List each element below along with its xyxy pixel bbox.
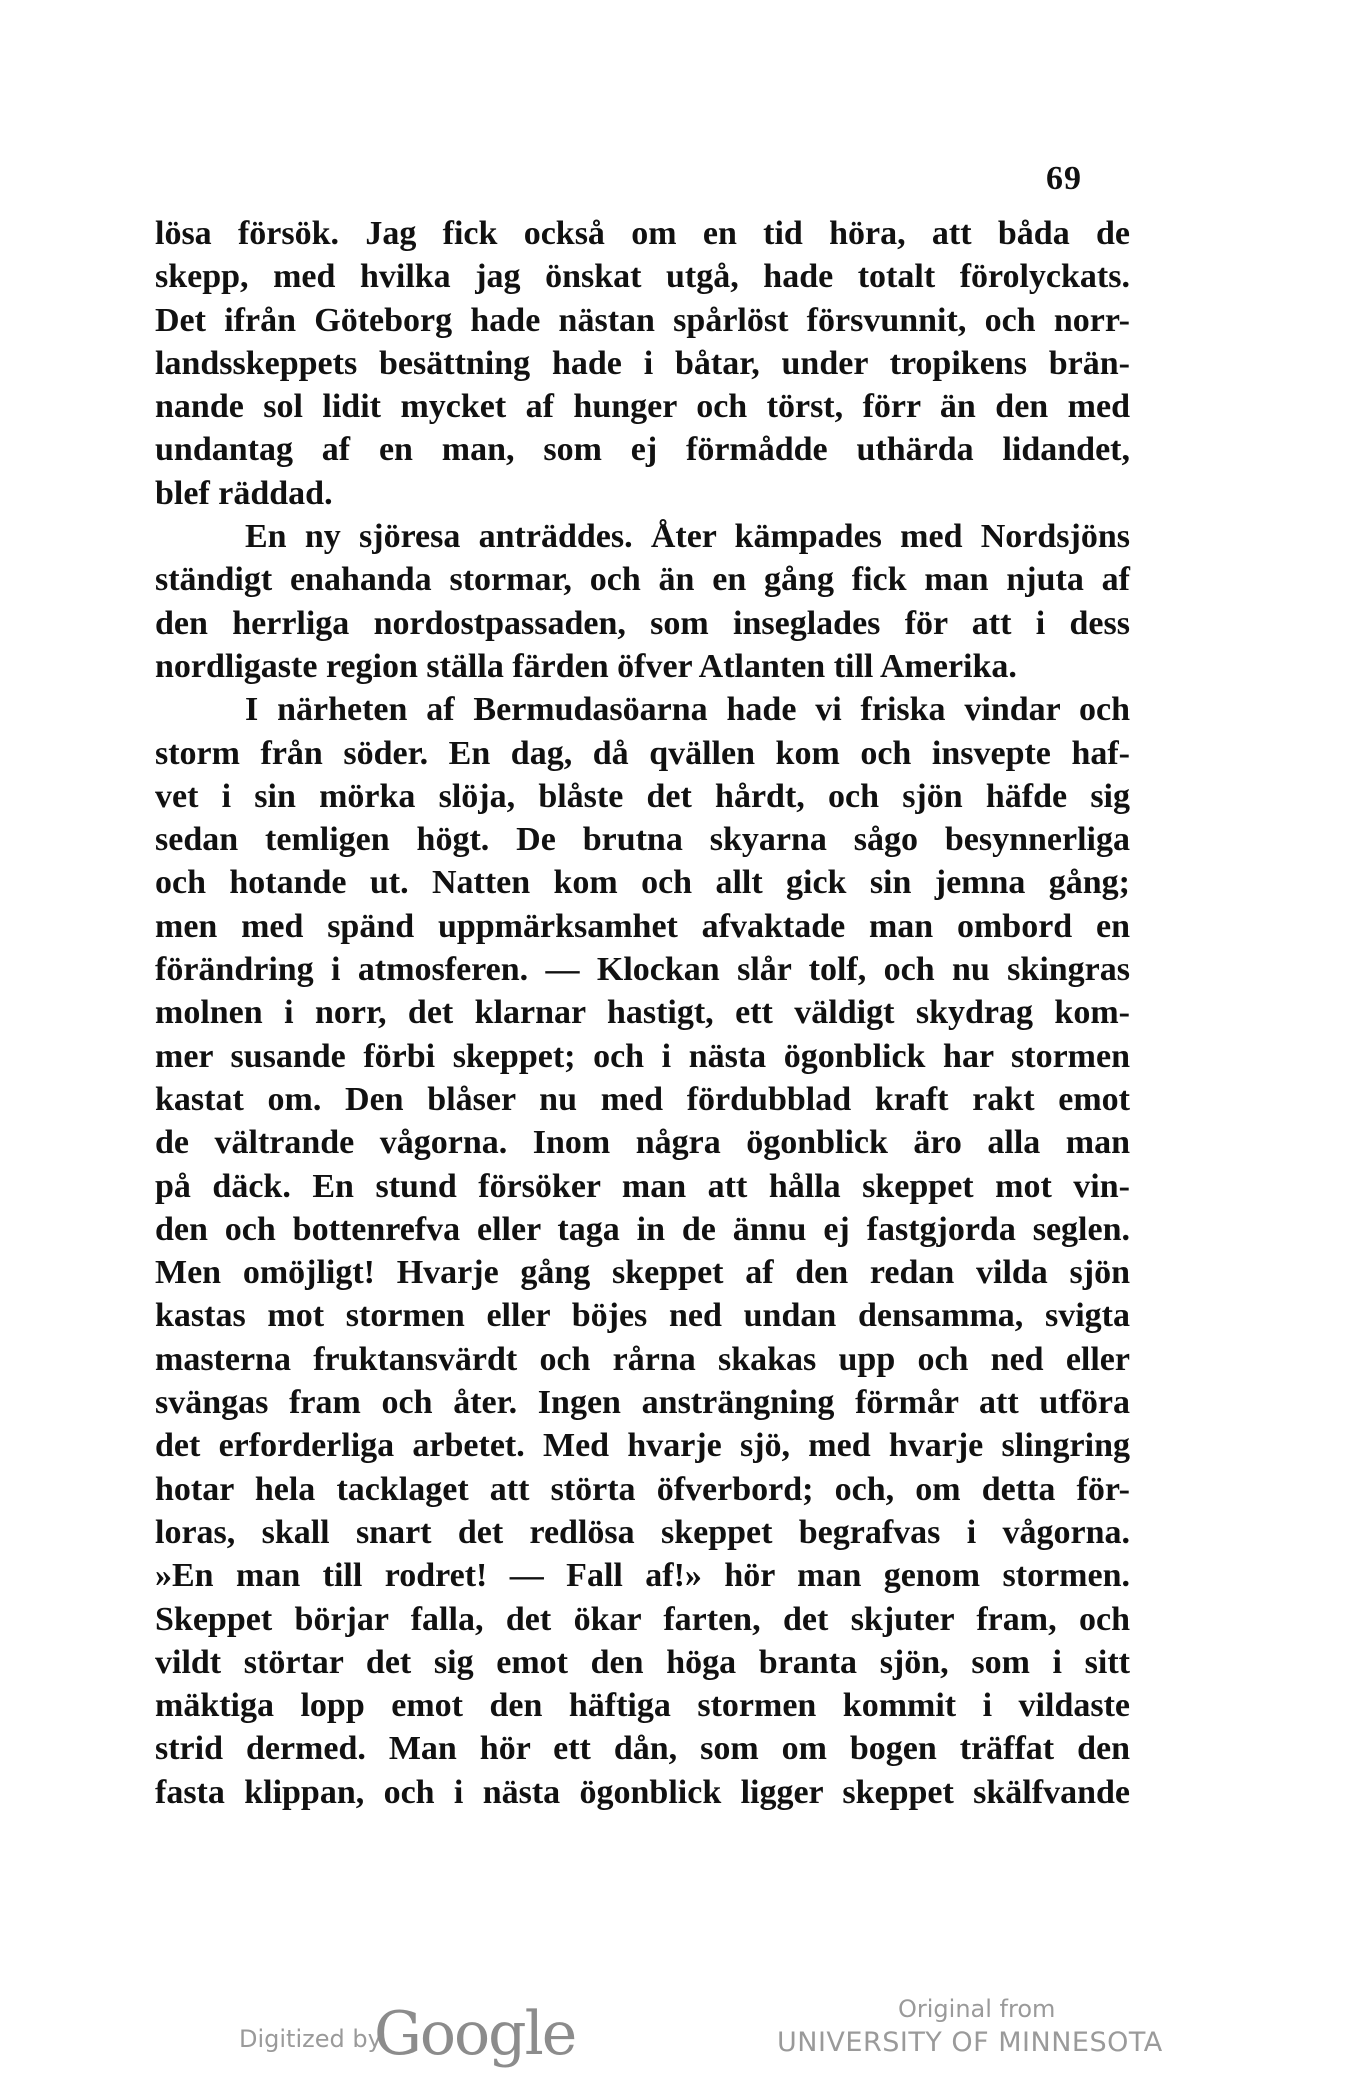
text-line: loras, skall snart det redlösa skeppet begrafvas i vågorna. <box>155 1513 1130 1551</box>
text-line: Men omöjligt! Hvarje gång skeppet af den redan vilda sjön <box>155 1254 1130 1292</box>
text-line: vet i sin mörka slöja, blåste det hårdt, och sjön häfde sig <box>155 777 1130 815</box>
text-line: undantag af en man, som ej förmådde uthärda lidandet, <box>155 431 1130 469</box>
text-line: blef räddad. <box>155 474 333 512</box>
text-line: »En man till rodret! — Fall af!» hör man genom stormen. <box>155 1557 1130 1595</box>
page-number: 69 <box>1046 160 1082 197</box>
text-line: kastas mot stormen eller böjes ned undan densamma, svigta <box>155 1297 1130 1335</box>
text-line: fasta klippan, och i nästa ögonblick ligger skeppet skälfvande <box>155 1773 1130 1811</box>
text-line: En ny sjöresa anträddes. Åter kämpades med Nordsjöns <box>245 518 1130 556</box>
text-line: storm från söder. En dag, då qvällen kom och insvepte haf- <box>155 734 1130 772</box>
text-line: vildt störtar det sig emot den höga branta sjön, som i sitt <box>155 1643 1130 1681</box>
text-line: men med spänd uppmärksamhet afvaktade man ombord en <box>155 907 1130 945</box>
text-line: mäktiga lopp emot den häftiga stormen kommit i vildaste <box>155 1687 1130 1725</box>
text-line: strid dermed. Man hör ett dån, som om bogen träffat den <box>155 1730 1130 1768</box>
text-line: förändring i atmosferen. — Klockan slår tolf, och nu skingras <box>155 951 1130 989</box>
text-line: de vältrande vågorna. Inom några ögonblick äro alla man <box>155 1124 1130 1162</box>
text-line: på däck. En stund försöker man att hålla skeppet mot vin- <box>155 1167 1130 1205</box>
body-text <box>155 212 1130 1814</box>
text-line: lösa försök. Jag fick också om en tid höra, att båda de <box>155 215 1130 252</box>
institution-name: UNIVERSITY OF MINNESOTA <box>777 2027 1163 2058</box>
text-line: nande sol lidit mycket af hunger och törst, förr än den med <box>155 388 1130 426</box>
text-line: landsskeppets besättning hade i båtar, under tropikens brän- <box>155 344 1130 382</box>
text-line: masterna fruktansvärdt och rårna skakas upp och ned eller <box>155 1340 1130 1378</box>
text-line: den herrliga nordostpassaden, som inseglades för att i dess <box>155 604 1130 642</box>
digitized-by-label: Digitized by <box>239 2025 382 2053</box>
text-line: och hotande ut. Natten kom och allt gick sin jemna gång; <box>155 864 1130 902</box>
text-line: molnen i norr, det klarnar hastigt, ett väldigt skydrag kom- <box>155 994 1130 1032</box>
text-line: svängas fram och åter. Ingen ansträngning förmår att utföra <box>155 1384 1130 1422</box>
text-line: nordligaste region ställa färden öfver Atlanten till Amerika. <box>155 647 1017 685</box>
text-line: Det ifrån Göteborg hade nästan spårlöst försvunnit, och norr- <box>155 301 1130 339</box>
text-line: mer susande förbi skeppet; och i nästa ögonblick har stormen <box>155 1037 1130 1075</box>
text-line: kastat om. Den blåser nu med fördubblad kraft rakt emot <box>155 1080 1130 1118</box>
text-line: I närheten af Bermudasöarna hade vi friska vindar och <box>245 691 1130 729</box>
scan-footer <box>0 1985 1360 2085</box>
text-line: den och bottenrefva eller taga in de ännu ej fastgjorda seglen. <box>155 1210 1130 1248</box>
text-line: hotar hela tacklaget att störta öfverbord; och, om detta för- <box>155 1470 1130 1508</box>
original-from-label: Original from <box>898 1995 1056 2023</box>
google-logo: Google <box>374 1999 576 2069</box>
text-line: Skeppet börjar falla, det ökar farten, det skjuter fram, och <box>155 1600 1130 1638</box>
text-line: ständigt enahanda stormar, och än en gång fick man njuta af <box>155 561 1130 599</box>
text-line: sedan temligen högt. De brutna skyarna sågo besynnerliga <box>155 821 1130 859</box>
text-line: det erforderliga arbetet. Med hvarje sjö, med hvarje slingring <box>155 1427 1130 1465</box>
text-line: skepp, med hvilka jag önskat utgå, hade totalt förolyckats. <box>155 258 1130 296</box>
